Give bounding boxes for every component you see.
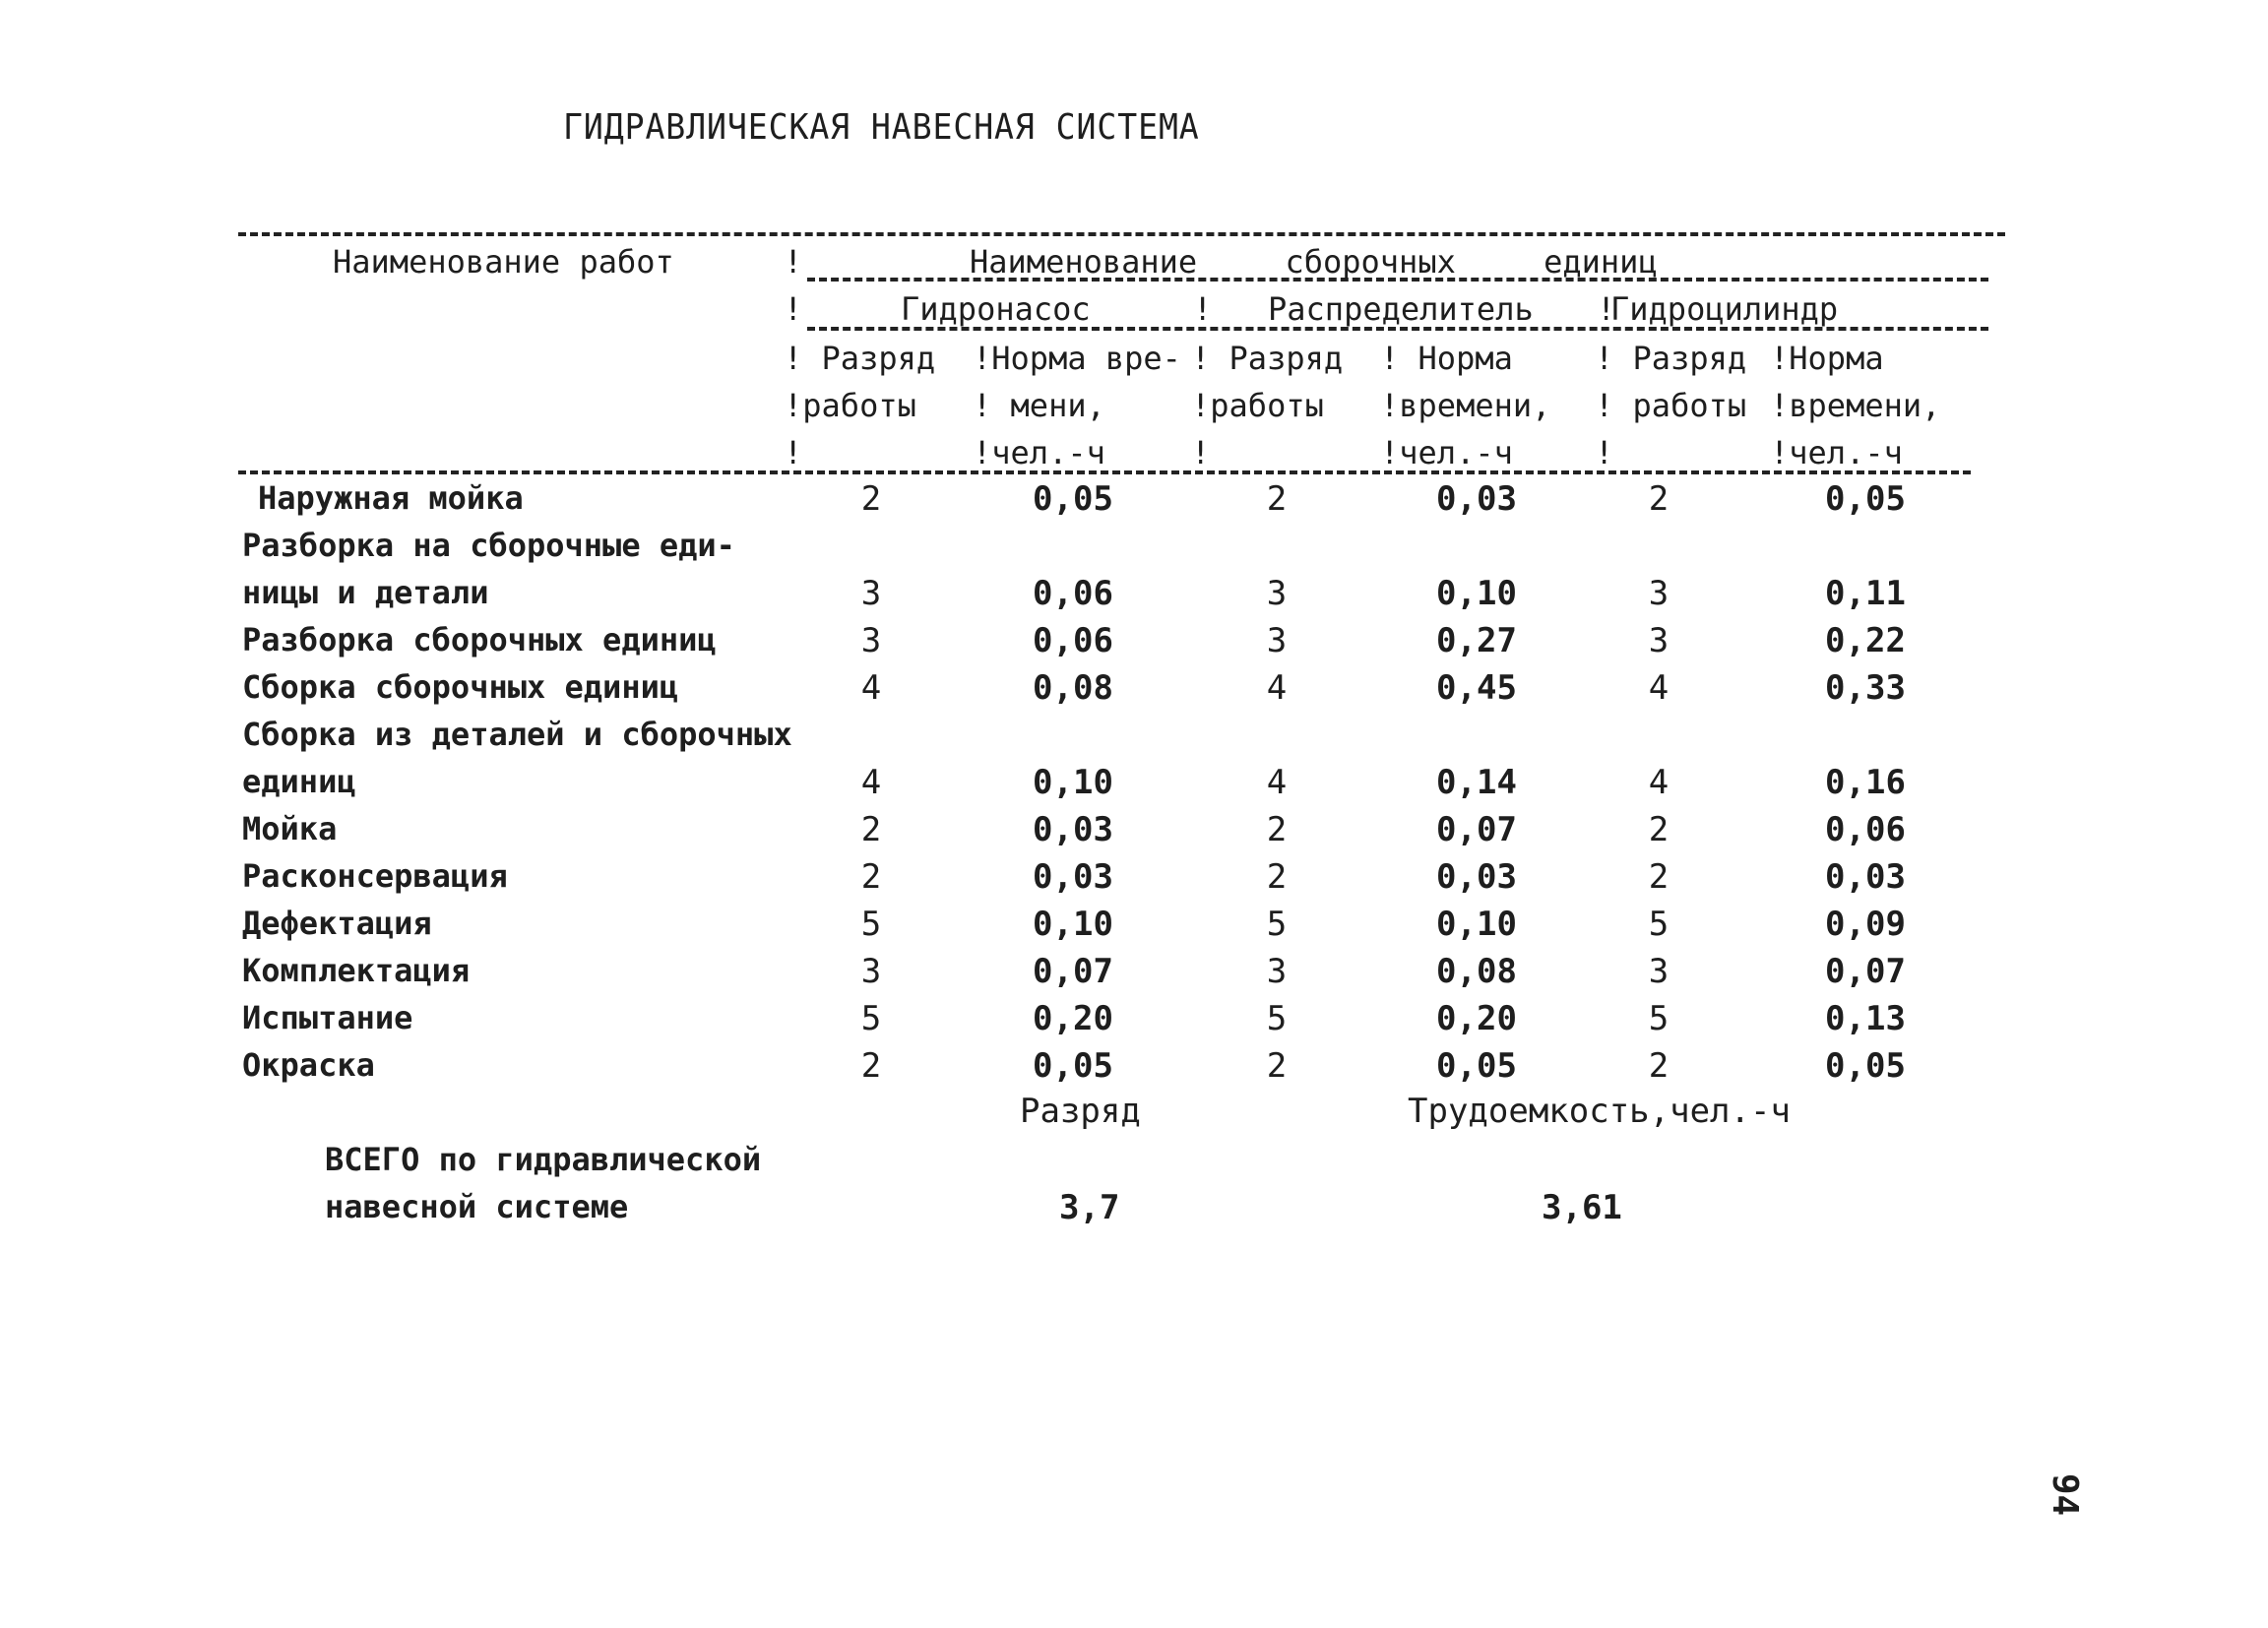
rank-cell: 5 bbox=[1266, 905, 1288, 944]
header-separator: ! bbox=[784, 290, 803, 328]
header-norm-3c: !чел.-ч bbox=[1770, 434, 1903, 471]
totals-labor-value: 3,61 bbox=[1542, 1188, 1622, 1227]
norm-cell: 0,07 bbox=[1825, 952, 1906, 991]
norm-cell: 0,22 bbox=[1825, 621, 1906, 660]
header-units-caption: Наименование сборочных единиц bbox=[970, 243, 1658, 281]
rank-cell: 4 bbox=[860, 668, 882, 708]
header-separator: ! bbox=[784, 434, 803, 471]
norm-cell: 0,10 bbox=[1033, 905, 1113, 944]
header-norm-1b: ! мени, bbox=[973, 387, 1105, 424]
header-norm-2b: !времени, bbox=[1380, 387, 1551, 424]
norm-cell: 0,08 bbox=[1436, 952, 1517, 991]
row-name-continued: единиц bbox=[242, 763, 356, 800]
header-rank-1b: !работы bbox=[784, 387, 916, 424]
rank-cell: 2 bbox=[1266, 857, 1288, 897]
header-unit-cylinder: Гидроцилиндр bbox=[1610, 290, 1839, 328]
row-name: Мойка bbox=[242, 810, 338, 847]
header-rank-2: ! Разряд bbox=[1191, 340, 1344, 377]
norm-cell: 0,13 bbox=[1825, 999, 1906, 1038]
rank-cell: 2 bbox=[1648, 810, 1670, 849]
norm-cell: 0,10 bbox=[1436, 905, 1517, 944]
rank-cell: 3 bbox=[1266, 621, 1288, 660]
rank-cell: 2 bbox=[860, 810, 882, 849]
norm-cell: 0,07 bbox=[1033, 952, 1113, 991]
row-name: Разборка сборочных единиц bbox=[242, 621, 717, 658]
rank-cell: 3 bbox=[860, 952, 882, 991]
norm-cell: 0,10 bbox=[1436, 574, 1517, 613]
rank-cell: 2 bbox=[860, 857, 882, 897]
rank-cell: 4 bbox=[1648, 763, 1670, 802]
norm-cell: 0,05 bbox=[1033, 1046, 1113, 1086]
norm-cell: 0,05 bbox=[1825, 479, 1906, 519]
rank-cell: 3 bbox=[1648, 621, 1670, 660]
page-number: 94 bbox=[2045, 1472, 2086, 1517]
row-name: Сборка из деталей и сборочных bbox=[242, 716, 792, 753]
totals-label-line2: навесной системе bbox=[325, 1188, 629, 1225]
row-name: Наружная мойка bbox=[258, 479, 524, 517]
header-separator: ! bbox=[1191, 434, 1211, 471]
norm-cell: 0,05 bbox=[1033, 479, 1113, 519]
document-title: ГИДРАВЛИЧЕСКАЯ НАВЕСНАЯ СИСТЕМА bbox=[563, 107, 1200, 148]
header-rank-2b: !работы bbox=[1191, 387, 1324, 424]
rank-cell: 2 bbox=[1648, 1046, 1670, 1086]
rank-cell: 3 bbox=[860, 621, 882, 660]
norm-cell: 0,14 bbox=[1436, 763, 1517, 802]
row-name: Расконсервация bbox=[242, 857, 508, 895]
totals-rank-label: Разряд bbox=[1020, 1092, 1141, 1131]
rank-cell: 3 bbox=[860, 574, 882, 613]
header-rank-3b: ! работы bbox=[1595, 387, 1747, 424]
rank-cell: 5 bbox=[1648, 999, 1670, 1038]
norm-cell: 0,03 bbox=[1033, 810, 1113, 849]
header-norm-2: ! Норма bbox=[1380, 340, 1513, 377]
norm-cell: 0,06 bbox=[1033, 574, 1113, 613]
norm-cell: 0,45 bbox=[1436, 668, 1517, 708]
norm-cell: 0,06 bbox=[1825, 810, 1906, 849]
totals-rank-value: 3,7 bbox=[1059, 1188, 1120, 1227]
rank-cell: 5 bbox=[1648, 905, 1670, 944]
row-name-continued: ницы и детали bbox=[242, 574, 489, 611]
header-separator: ! bbox=[1193, 290, 1213, 328]
norm-cell: 0,03 bbox=[1436, 479, 1517, 519]
header-col-works: Наименование работ bbox=[333, 243, 674, 281]
header-norm-1c: !чел.-ч bbox=[973, 434, 1105, 471]
norm-cell: 0,20 bbox=[1033, 999, 1113, 1038]
header-norm-1: !Норма вре- bbox=[973, 340, 1181, 377]
rank-cell: 2 bbox=[1266, 810, 1288, 849]
norm-cell: 0,03 bbox=[1825, 857, 1906, 897]
row-name: Окраска bbox=[242, 1046, 375, 1084]
table-top-rule bbox=[238, 232, 2005, 236]
row-name: Испытание bbox=[242, 999, 413, 1036]
norm-cell: 0,03 bbox=[1033, 857, 1113, 897]
header-separator: ! bbox=[784, 243, 803, 281]
rank-cell: 2 bbox=[1266, 479, 1288, 519]
rank-cell: 3 bbox=[1266, 952, 1288, 991]
norm-cell: 0,16 bbox=[1825, 763, 1906, 802]
norm-cell: 0,05 bbox=[1436, 1046, 1517, 1086]
header-norm-2c: !чел.-ч bbox=[1380, 434, 1513, 471]
norm-cell: 0,20 bbox=[1436, 999, 1517, 1038]
rank-cell: 2 bbox=[1266, 1046, 1288, 1086]
row-name: Сборка сборочных единиц bbox=[242, 668, 679, 706]
norm-cell: 0,33 bbox=[1825, 668, 1906, 708]
rank-cell: 2 bbox=[1648, 479, 1670, 519]
totals-label-line1: ВСЕГО по гидравлической bbox=[325, 1141, 762, 1178]
header-rank-1: ! Разряд bbox=[784, 340, 936, 377]
norm-cell: 0,11 bbox=[1825, 574, 1906, 613]
rank-cell: 5 bbox=[860, 905, 882, 944]
header-separator: ! bbox=[1597, 290, 1616, 328]
rank-cell: 4 bbox=[1266, 763, 1288, 802]
rank-cell: 4 bbox=[860, 763, 882, 802]
rank-cell: 3 bbox=[1648, 574, 1670, 613]
norm-cell: 0,08 bbox=[1033, 668, 1113, 708]
norm-cell: 0,07 bbox=[1436, 810, 1517, 849]
rank-cell: 4 bbox=[1266, 668, 1288, 708]
row-name: Дефектация bbox=[242, 905, 432, 942]
norm-cell: 0,03 bbox=[1436, 857, 1517, 897]
header-norm-3: !Норма bbox=[1770, 340, 1884, 377]
norm-cell: 0,10 bbox=[1033, 763, 1113, 802]
row-name: Комплектация bbox=[242, 952, 471, 989]
rank-cell: 5 bbox=[1266, 999, 1288, 1038]
row-name: Разборка на сборочные еди- bbox=[242, 527, 735, 564]
norm-cell: 0,27 bbox=[1436, 621, 1517, 660]
norm-cell: 0,09 bbox=[1825, 905, 1906, 944]
rank-cell: 4 bbox=[1648, 668, 1670, 708]
header-separator: ! bbox=[1595, 434, 1614, 471]
header-unit-pump: Гидронасос bbox=[901, 290, 1091, 328]
norm-cell: 0,06 bbox=[1033, 621, 1113, 660]
rank-cell: 2 bbox=[860, 479, 882, 519]
header-rank-3: ! Разряд bbox=[1595, 340, 1747, 377]
totals-labor-label: Трудоемкость,чел.-ч bbox=[1408, 1092, 1791, 1131]
rank-cell: 3 bbox=[1648, 952, 1670, 991]
norm-cell: 0,05 bbox=[1825, 1046, 1906, 1086]
rank-cell: 5 bbox=[860, 999, 882, 1038]
header-unit-distributor: Распределитель bbox=[1268, 290, 1534, 328]
rank-cell: 2 bbox=[1648, 857, 1670, 897]
header-norm-3b: !времени, bbox=[1770, 387, 1941, 424]
rank-cell: 3 bbox=[1266, 574, 1288, 613]
rank-cell: 2 bbox=[860, 1046, 882, 1086]
